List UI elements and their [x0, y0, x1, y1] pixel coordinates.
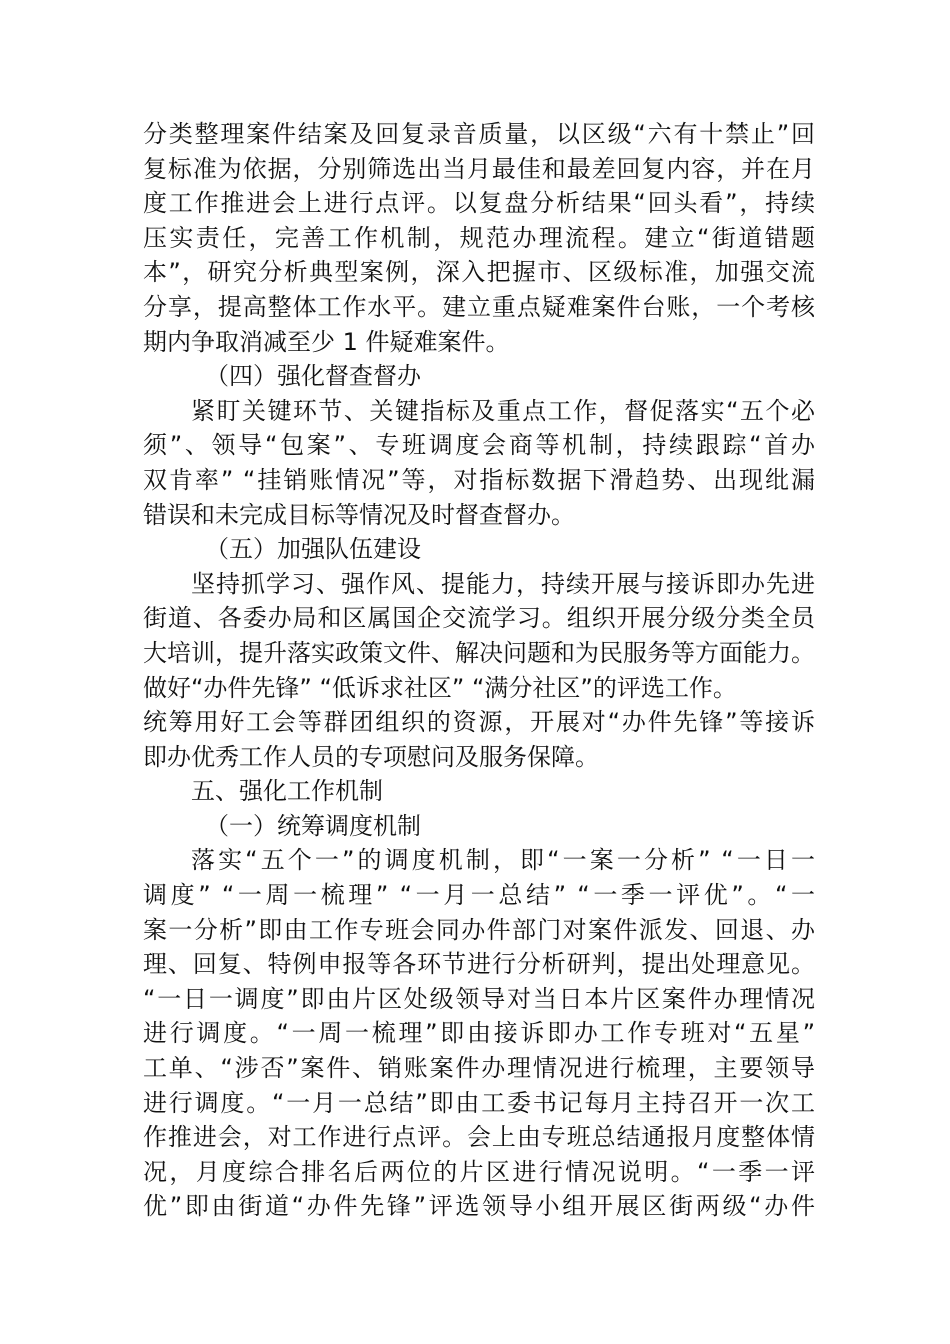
- paragraph-line: “一日一调度”即由片区处级领导对当日本片区案件办理情况: [143, 984, 815, 1013]
- paragraph-line: 双肯率” “挂销账情况”等，对指标数据下滑趋势、出现纰漏: [143, 465, 815, 494]
- paragraph-line: 况，月度综合排名后两位的片区进行情况说明。“一季一评: [143, 1157, 815, 1186]
- paragraph-line: 案一分析”即由工作专班会同办件部门对案件派发、回退、办: [143, 915, 815, 944]
- paragraph-line: 进行调度。“一月一总结”即由工委书记每月主持召开一次工: [143, 1088, 815, 1117]
- paragraph-line: 即办优秀工作人员的专项慰问及服务保障。: [143, 742, 599, 771]
- paragraph-line: 本”，研究分析典型案例，深入把握市、区级标准，加强交流: [143, 258, 815, 287]
- paragraph-line: 作推进会，对工作进行点评。会上由专班总结通报月度整体情: [143, 1123, 815, 1152]
- paragraph-line: 期内争取消减至少 1 件疑难案件。: [143, 327, 510, 356]
- section-heading: （四）强化督查督办: [205, 362, 421, 391]
- paragraph-line: 复标准为依据，分别筛选出当月最佳和最差回复内容，并在月: [143, 154, 815, 183]
- paragraph-line: 压实责任，完善工作机制，规范办理流程。建立“街道错题: [143, 223, 815, 252]
- paragraph-line: 度工作推进会上进行点评。以复盘分析结果“回头看”，持续: [143, 189, 815, 218]
- chapter-heading: 五、强化工作机制: [191, 777, 383, 806]
- paragraph-line: 大培训，提升落实政策文件、解决问题和为民服务等方面能力。: [143, 638, 815, 667]
- section-heading: （一）统筹调度机制: [205, 811, 421, 840]
- paragraph-line: 须”、领导“包案”、专班调度会商等机制，持续跟踪“首办: [143, 431, 815, 460]
- paragraph-line: 理、回复、特例申报等各环节进行分析研判，提出处理意见。: [143, 950, 815, 979]
- paragraph-line: 进行调度。“一周一梳理”即由接诉即办工作专班对“五星”: [143, 1019, 815, 1048]
- paragraph-line: 工单、“涉否”案件、销账案件办理情况进行梳理，主要领导: [143, 1054, 815, 1083]
- paragraph-line: 街道、各委办局和区属国企交流学习。组织开展分级分类全员: [143, 604, 815, 633]
- paragraph-line: 坚持抓学习、强作风、提能力，持续开展与接诉即办先进: [191, 569, 815, 598]
- paragraph-line: 调度” “一周一梳理” “一月一总结” “一季一评优”。“一: [143, 881, 815, 910]
- paragraph-line: 分享，提高整体工作水平。建立重点疑难案件台账，一个考核: [143, 292, 815, 321]
- paragraph-line: 做好“办件先锋” “低诉求社区” “满分社区”的评选工作。: [143, 673, 737, 702]
- paragraph-line: 优”即由街道“办件先锋”评选领导小组开展区街两级“办件: [143, 1192, 815, 1221]
- paragraph-line: 统筹用好工会等群团组织的资源，开展对“办件先锋”等接诉: [143, 708, 815, 737]
- document-body: [143, 117, 815, 1224]
- section-heading: （五）加强队伍建设: [205, 535, 421, 564]
- paragraph-line: 落实“五个一”的调度机制，即“一案一分析” “一日一: [191, 846, 815, 875]
- paragraph-line: 错误和未完成目标等情况及时督查督办。: [143, 500, 575, 529]
- paragraph-line: 分类整理案件结案及回复录音质量，以区级“六有十禁止”回: [143, 120, 815, 148]
- paragraph-line: 紧盯关键环节、关键指标及重点工作，督促落实“五个必: [191, 396, 815, 425]
